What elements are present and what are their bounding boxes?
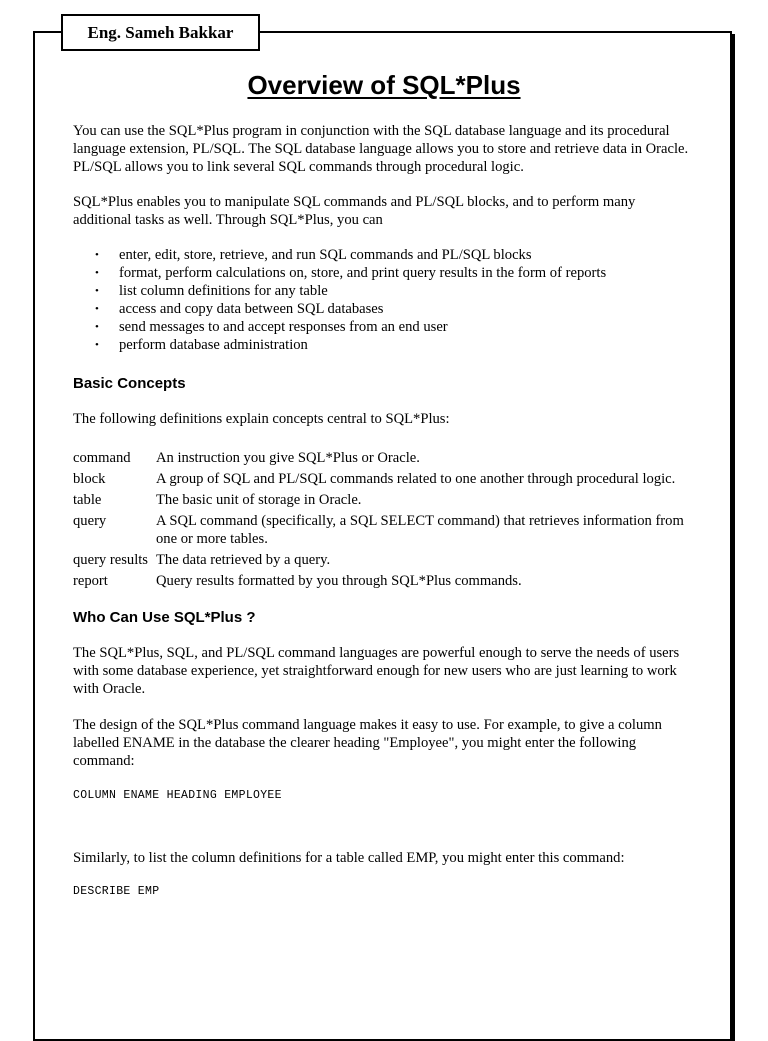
table-row xyxy=(73,551,695,572)
bullet-icon: • xyxy=(95,249,99,261)
table-row xyxy=(73,512,695,551)
definition-term: query results xyxy=(73,552,148,568)
table-row xyxy=(73,491,695,512)
definition-desc: An instruction you give SQL*Plus or Oracle. xyxy=(156,450,420,466)
definition-desc: A group of SQL and PL/SQL commands related to one another through procedural logic. xyxy=(156,471,676,487)
list-item: • list column definitions for any table xyxy=(95,283,328,299)
list-item: • enter, edit, store, retrieve, and run SQL commands and PL/SQL blocks xyxy=(95,247,532,263)
who-paragraph-3: Similarly, to list the column definitions for a table called EMP, you might enter this command: xyxy=(73,850,625,866)
definition-term: query xyxy=(73,513,107,529)
bullet-icon: • xyxy=(95,267,99,279)
definition-term: command xyxy=(73,450,131,466)
list-item: • format, perform calculations on, store, and print query results in the form of reports xyxy=(95,265,607,281)
bullet-icon: • xyxy=(95,303,99,315)
bullet-icon: • xyxy=(95,339,99,351)
definition-term: table xyxy=(73,492,102,508)
definitions-intro: The following definitions explain concepts central to SQL*Plus: xyxy=(73,411,450,427)
table-row xyxy=(73,470,695,491)
list-item: • perform database administration xyxy=(95,337,308,353)
list-item: • send messages to and accept responses from an end user xyxy=(95,319,448,335)
definition-term: block xyxy=(73,471,106,487)
intro-paragraph-2: SQL*Plus enables you to manipulate SQL commands and PL/SQL blocks, and to perform many additional tasks as well. Through SQL*Plus, you can xyxy=(73,194,636,228)
bullet-icon: • xyxy=(95,321,99,333)
author-label: Eng. Sameh Bakkar xyxy=(61,14,260,51)
intro-paragraph-1: You can use the SQL*Plus program in conjunction with the SQL database language and its procedural language extension, PL/SQL. The SQL database language allows you to store and retrieve data in Oracle. PL/SQL allows you to link several SQL commands through procedural logic. xyxy=(73,123,689,175)
definitions-table xyxy=(73,449,695,593)
who-paragraph-1: The SQL*Plus, SQL, and PL/SQL command languages are powerful enough to serve the needs of users with some database experience, yet straightforward enough for new users who are just learning to work with Oracle. xyxy=(73,645,680,697)
table-row xyxy=(73,449,695,470)
definition-desc: A SQL command (specifically, a SQL SELECT command) that retrieves information from one or more tables. xyxy=(156,513,684,547)
table-row xyxy=(73,572,695,593)
who-paragraph-2: The design of the SQL*Plus command language makes it easy to use. For example, to give a column labelled ENAME in the database the clearer heading "Employee", you might enter the following command: xyxy=(73,717,662,769)
definition-desc: The basic unit of storage in Oracle. xyxy=(156,492,362,508)
definition-desc: The data retrieved by a query. xyxy=(156,552,331,568)
basic-concepts-heading: Basic Concepts xyxy=(73,375,186,392)
code-example-column: COLUMN ENAME HEADING EMPLOYEE xyxy=(73,789,282,802)
document-body xyxy=(73,122,695,900)
page-title: Overview of SQL*Plus xyxy=(247,70,521,100)
definition-desc: Query results formatted by you through SQL*Plus commands. xyxy=(156,573,522,589)
bullet-icon: • xyxy=(95,285,99,297)
definition-term: report xyxy=(73,573,108,589)
who-can-use-heading: Who Can Use SQL*Plus ? xyxy=(73,609,256,626)
list-item: • access and copy data between SQL databases xyxy=(95,301,384,317)
code-example-describe: DESCRIBE EMP xyxy=(73,885,160,898)
capabilities-list xyxy=(73,246,695,354)
